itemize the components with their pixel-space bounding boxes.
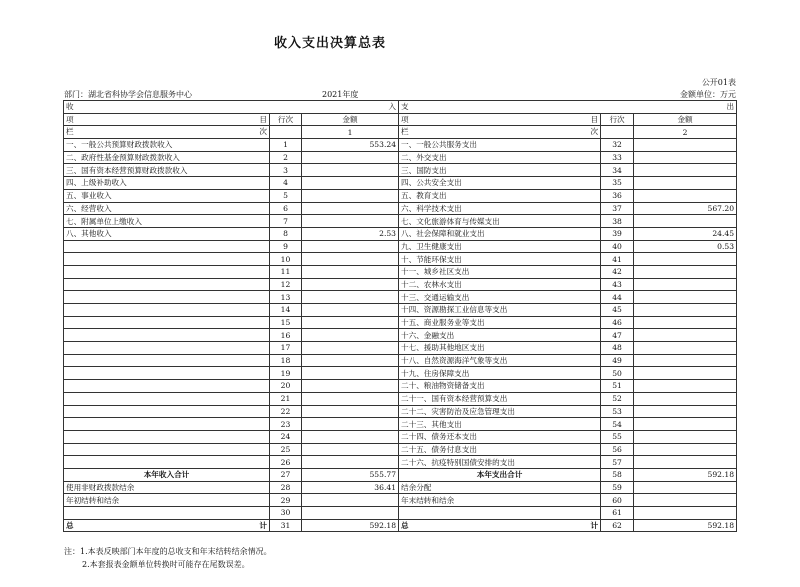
income-amount (302, 418, 399, 431)
income-item-name (64, 253, 270, 266)
table-row (64, 342, 737, 355)
table-row (64, 164, 737, 177)
footnotes (64, 545, 272, 571)
table-row (64, 418, 737, 431)
income-item-name (64, 456, 270, 469)
income-line-number: 25 (270, 443, 302, 456)
table-row (64, 481, 737, 494)
expense-amount (634, 392, 737, 405)
income-line-number: 23 (270, 418, 302, 431)
income-line-number: 24 (270, 430, 302, 443)
expense-item-name: 十三、交通运输支出 (399, 291, 601, 304)
income-amount (302, 367, 399, 380)
income-item-name: 使用非财政拨款结余 (64, 481, 270, 494)
footnote-1: 注：1.本表反映部门本年度的总收支和年末结转结余情况。 (64, 547, 272, 556)
expense-line-number: 41 (601, 253, 634, 266)
income-amount (302, 329, 399, 342)
expense-item-name: 一、一般公共服务支出 (399, 139, 601, 152)
expense-amount (634, 494, 737, 507)
income-amount: 555.77 (302, 468, 399, 481)
expense-amount (634, 430, 737, 443)
expense-item-name: 二十五、债务付息支出 (399, 443, 601, 456)
income-line-number: 21 (270, 392, 302, 405)
expense-item-name: 七、文化旅游体育与传媒支出 (399, 215, 601, 228)
header-row-colnum (64, 126, 737, 139)
table-row (64, 227, 737, 240)
expense-line-number: 34 (601, 164, 634, 177)
income-line-number: 29 (270, 494, 302, 507)
expense-item-name: 十八、自然资源海洋气象等支出 (399, 354, 601, 367)
income-line-number: 19 (270, 367, 302, 380)
table-row (64, 316, 737, 329)
income-amount (302, 507, 399, 520)
expense-line-number: 45 (601, 304, 634, 317)
table-row (64, 354, 737, 367)
income-colnum-amount: 1 (302, 126, 399, 139)
expense-amount (634, 316, 737, 329)
income-line-number: 20 (270, 380, 302, 393)
income-amount (302, 278, 399, 291)
income-item-name (64, 316, 270, 329)
expense-line-number: 35 (601, 177, 634, 190)
income-line-header: 行次 (270, 113, 302, 126)
income-item-name (64, 329, 270, 342)
expense-item-name: 二十四、债务还本支出 (399, 430, 601, 443)
income-item-name (64, 354, 270, 367)
income-item-name (64, 380, 270, 393)
income-line-number: 18 (270, 354, 302, 367)
income-item-name: 三、国有资本经营预算财政拨款收入 (64, 164, 270, 177)
income-line-number: 15 (270, 316, 302, 329)
income-line-number: 14 (270, 304, 302, 317)
expense-item-name: 二十二、灾害防治及应急管理支出 (399, 405, 601, 418)
table-row (64, 240, 737, 253)
income-total-label: 总 计 (64, 519, 270, 532)
expense-amount (634, 164, 737, 177)
income-line-number: 6 (270, 202, 302, 215)
expense-item-name: 二、外交支出 (399, 151, 601, 164)
expense-line-number: 59 (601, 481, 634, 494)
income-line-number: 9 (270, 240, 302, 253)
expense-amount (634, 354, 737, 367)
expense-line-number: 33 (601, 151, 634, 164)
income-colnum-line (270, 126, 302, 139)
expense-line-number: 52 (601, 392, 634, 405)
expense-item-name: 十九、住房保障支出 (399, 367, 601, 380)
expense-amount (634, 139, 737, 152)
expense-line-number: 49 (601, 354, 634, 367)
expense-amount (634, 443, 737, 456)
total-row (64, 519, 737, 532)
expense-line-number: 44 (601, 291, 634, 304)
expense-item-name: 六、科学技术支出 (399, 202, 601, 215)
income-amount (302, 189, 399, 202)
expense-line-number: 46 (601, 316, 634, 329)
income-amount (302, 240, 399, 253)
income-item-name: 五、事业收入 (64, 189, 270, 202)
expense-amount (634, 278, 737, 291)
income-item-name (64, 265, 270, 278)
table-row (64, 507, 737, 520)
income-line-number: 7 (270, 215, 302, 228)
income-line-number: 17 (270, 342, 302, 355)
expense-line-number: 57 (601, 456, 634, 469)
income-item-name (64, 507, 270, 520)
income-item-name (64, 392, 270, 405)
income-amount (302, 354, 399, 367)
table-row (64, 265, 737, 278)
income-item-name (64, 342, 270, 355)
income-amount: 553.24 (302, 139, 399, 152)
table-row (64, 392, 737, 405)
expense-colnum-amount: 2 (634, 126, 737, 139)
expense-colnum-label: 栏 次 (399, 126, 601, 139)
table-row (64, 291, 737, 304)
expense-line-number: 47 (601, 329, 634, 342)
income-amount (302, 151, 399, 164)
income-item-name (64, 291, 270, 304)
expense-amount: 0.53 (634, 240, 737, 253)
expense-item-name: 四、公共安全支出 (399, 177, 601, 190)
income-total-line: 31 (270, 519, 302, 532)
table-row (64, 443, 737, 456)
income-amount (302, 430, 399, 443)
table-row (64, 430, 737, 443)
income-item-name: 八、其他收入 (64, 227, 270, 240)
expense-item-name: 十六、金融支出 (399, 329, 601, 342)
expense-line-number: 54 (601, 418, 634, 431)
expense-line-number: 60 (601, 494, 634, 507)
expense-line-number: 50 (601, 367, 634, 380)
income-item-name (64, 278, 270, 291)
income-item-name (64, 304, 270, 317)
expense-amount (634, 291, 737, 304)
income-amount (302, 405, 399, 418)
income-item-name: 年初结转和结余 (64, 494, 270, 507)
expense-amount (634, 189, 737, 202)
income-item-name (64, 443, 270, 456)
table-row (64, 405, 737, 418)
expense-item-name: 二十一、国有资本经营预算支出 (399, 392, 601, 405)
income-amount-header: 金额 (302, 113, 399, 126)
income-amount (302, 215, 399, 228)
income-line-number: 13 (270, 291, 302, 304)
table-row (64, 151, 737, 164)
income-total-amount: 592.18 (302, 519, 399, 532)
expense-item-header: 项 目 (399, 113, 601, 126)
fiscal-year: 2021年度 (322, 90, 359, 99)
income-line-number: 2 (270, 151, 302, 164)
expense-line-number: 53 (601, 405, 634, 418)
income-amount (302, 202, 399, 215)
expense-item-name: 五、教育支出 (399, 189, 601, 202)
expense-amount (634, 215, 737, 228)
income-item-name: 一、一般公共预算财政拨款收入 (64, 139, 270, 152)
income-line-number: 30 (270, 507, 302, 520)
expense-item-name: 八、社会保障和就业支出 (399, 227, 601, 240)
expense-line-number: 51 (601, 380, 634, 393)
footnote-2: 2.本套报表金额单位转换时可能存在尾数误差。 (82, 560, 250, 569)
income-line-number: 10 (270, 253, 302, 266)
income-item-name: 本年收入合计 (64, 468, 270, 481)
expense-line-number: 58 (601, 468, 634, 481)
expense-total-label: 总 计 (399, 519, 601, 532)
expense-line-number: 43 (601, 278, 634, 291)
expense-amount (634, 253, 737, 266)
income-item-name: 六、经营收入 (64, 202, 270, 215)
income-line-number: 1 (270, 139, 302, 152)
expense-item-name: 十、节能环保支出 (399, 253, 601, 266)
expense-line-number: 42 (601, 265, 634, 278)
expense-amount (634, 418, 737, 431)
income-line-number: 12 (270, 278, 302, 291)
income-amount (302, 177, 399, 190)
income-amount (302, 342, 399, 355)
income-line-number: 8 (270, 227, 302, 240)
expense-item-name: 三、国防支出 (399, 164, 601, 177)
expense-line-number: 38 (601, 215, 634, 228)
income-amount (302, 304, 399, 317)
income-amount (302, 253, 399, 266)
expense-line-number: 56 (601, 443, 634, 456)
income-amount (302, 456, 399, 469)
expense-line-number: 32 (601, 139, 634, 152)
table-row (64, 494, 737, 507)
expense-amount: 567.20 (634, 202, 737, 215)
income-amount (302, 392, 399, 405)
subtotal-row (64, 468, 737, 481)
header-row-columns (64, 113, 737, 126)
income-item-name: 二、政府性基金预算财政拨款收入 (64, 151, 270, 164)
expense-line-number: 40 (601, 240, 634, 253)
income-item-name (64, 418, 270, 431)
expense-item-name: 二十六、抗疫特别国债安排的支出 (399, 456, 601, 469)
income-line-number: 4 (270, 177, 302, 190)
expense-amount (634, 304, 737, 317)
table-row (64, 456, 737, 469)
income-item-name (64, 367, 270, 380)
report-meta (64, 89, 736, 100)
income-item-name (64, 405, 270, 418)
expense-amount (634, 177, 737, 190)
income-amount: 36.41 (302, 481, 399, 494)
expense-line-number: 39 (601, 227, 634, 240)
expense-item-name: 十二、农林水支出 (399, 278, 601, 291)
income-line-number: 28 (270, 481, 302, 494)
expense-item-name: 十七、援助其他地区支出 (399, 342, 601, 355)
expense-amount (634, 405, 737, 418)
expense-line-number: 48 (601, 342, 634, 355)
expense-section-header: 支 出 (399, 101, 737, 114)
expense-item-name: 年末结转和结余 (399, 494, 601, 507)
expense-item-name: 十四、资源勘探工业信息等支出 (399, 304, 601, 317)
expense-amount-header: 金额 (634, 113, 737, 126)
income-item-header: 项 目 (64, 113, 270, 126)
expense-amount (634, 380, 737, 393)
expense-amount (634, 367, 737, 380)
expense-line-header: 行次 (601, 113, 634, 126)
income-amount (302, 494, 399, 507)
expense-item-name: 九、卫生健康支出 (399, 240, 601, 253)
income-amount (302, 291, 399, 304)
table-row (64, 329, 737, 342)
expense-line-number: 61 (601, 507, 634, 520)
amount-unit: 金额单位：万元 (680, 90, 736, 99)
header-row-section (64, 101, 737, 114)
income-line-number: 5 (270, 189, 302, 202)
expense-item-name: 十五、商业服务业等支出 (399, 316, 601, 329)
expense-amount (634, 151, 737, 164)
income-amount (302, 443, 399, 456)
expense-item-name: 二十、粮油物资储备支出 (399, 380, 601, 393)
expense-item-name (399, 507, 601, 520)
table-row (64, 304, 737, 317)
income-line-number: 22 (270, 405, 302, 418)
income-amount (302, 316, 399, 329)
expense-line-number: 55 (601, 430, 634, 443)
expense-amount (634, 507, 737, 520)
expense-item-name: 二十三、其他支出 (399, 418, 601, 431)
expense-amount (634, 456, 737, 469)
income-amount: 2.53 (302, 227, 399, 240)
table-row (64, 139, 737, 152)
income-amount (302, 380, 399, 393)
income-amount (302, 265, 399, 278)
table-row (64, 202, 737, 215)
income-item-name (64, 430, 270, 443)
income-item-name: 七、附属单位上缴收入 (64, 215, 270, 228)
expense-total-line: 62 (601, 519, 634, 532)
expense-line-number: 37 (601, 202, 634, 215)
income-colnum-label: 栏 次 (64, 126, 270, 139)
form-code: 公开01表 (701, 78, 736, 87)
table-row (64, 380, 737, 393)
table-row (64, 189, 737, 202)
expense-colnum-line (601, 126, 634, 139)
income-amount (302, 164, 399, 177)
table-row (64, 177, 737, 190)
expense-amount: 24.45 (634, 227, 737, 240)
expense-amount (634, 481, 737, 494)
income-line-number: 26 (270, 456, 302, 469)
income-item-name (64, 240, 270, 253)
table-row (64, 215, 737, 228)
income-section-header: 收 入 (64, 101, 399, 114)
expense-item-name: 十一、城乡社区支出 (399, 265, 601, 278)
expense-amount (634, 342, 737, 355)
expense-line-number: 36 (601, 189, 634, 202)
income-line-number: 3 (270, 164, 302, 177)
expense-total-amount: 592.18 (634, 519, 737, 532)
department-label: 部门：湖北省科协学会信息服务中心 (64, 90, 192, 99)
table-row (64, 278, 737, 291)
report-title: 收入支出决算总表 (273, 36, 386, 51)
income-expense-table (63, 100, 737, 532)
expense-item-name: 结余分配 (399, 481, 601, 494)
expense-item-name: 本年支出合计 (399, 468, 601, 481)
income-line-number: 16 (270, 329, 302, 342)
expense-amount (634, 265, 737, 278)
income-line-number: 11 (270, 265, 302, 278)
table-row (64, 253, 737, 266)
table-row (64, 367, 737, 380)
income-item-name: 四、上级补助收入 (64, 177, 270, 190)
expense-amount (634, 329, 737, 342)
expense-amount: 592.18 (634, 468, 737, 481)
income-line-number: 27 (270, 468, 302, 481)
